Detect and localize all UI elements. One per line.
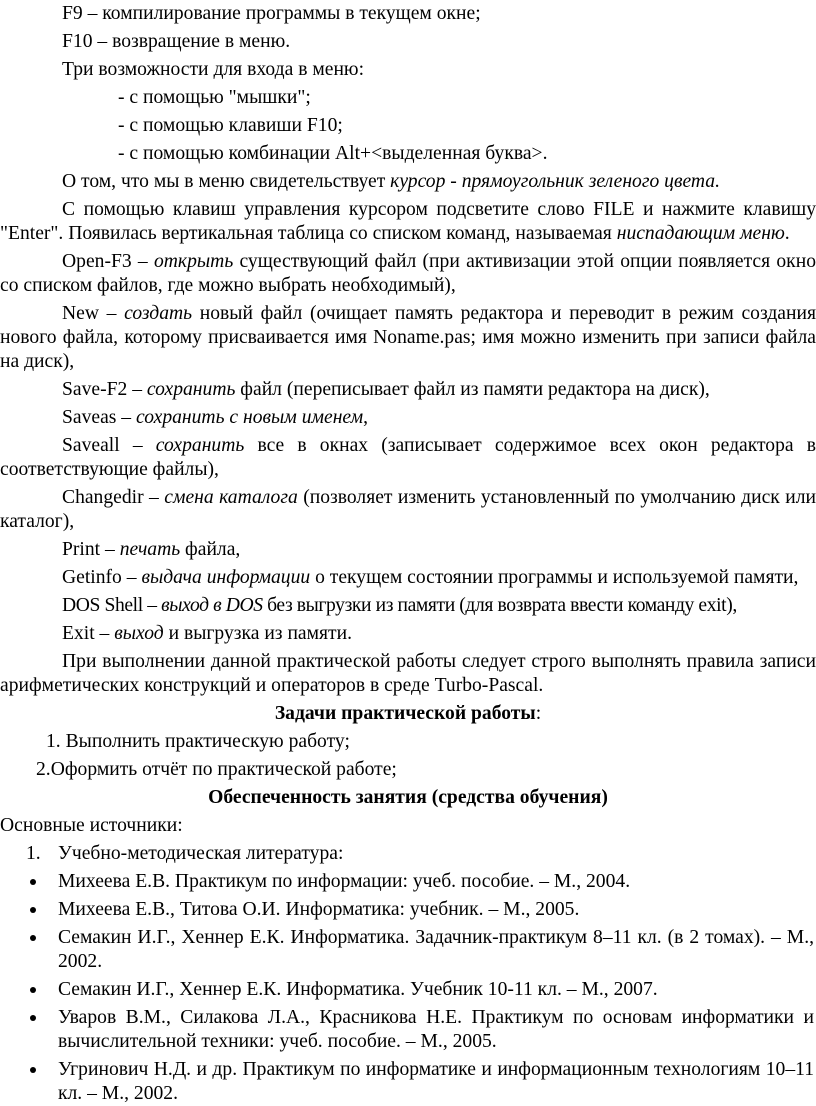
command-name: Save-F2 – bbox=[62, 379, 147, 400]
task-item: 1. Выполнить практическую работу; bbox=[46, 731, 350, 752]
way-mouse: - с помощью "мышки"; bbox=[118, 87, 311, 108]
command-item bbox=[0, 566, 816, 590]
book-item bbox=[0, 1006, 816, 1054]
command-name: Open-F3 – bbox=[62, 251, 154, 272]
list-number: 1. bbox=[26, 843, 41, 864]
command-name: Saveall – bbox=[62, 435, 156, 456]
tasks-heading-text: Задачи практической работы bbox=[274, 703, 536, 724]
way-f10: - с помощью клавиши F10; bbox=[118, 115, 343, 136]
command-item bbox=[0, 434, 816, 482]
command-item bbox=[0, 486, 816, 534]
command-name: Saveas – bbox=[62, 407, 137, 428]
command-desc: о текущем состоянии программы и используемой памяти, bbox=[310, 567, 799, 588]
file-menu-text: С помощью клавиш управления курсором подсветите слово FILE и нажмите клавишу "Enter". Появилась вертикальная таблица со списком команд, называемая bbox=[0, 199, 816, 244]
command-item bbox=[0, 250, 816, 298]
cursor-note-italic: курсор - прямоугольник зеленого цвета. bbox=[390, 171, 721, 192]
command-action: печать bbox=[119, 539, 181, 560]
book-item bbox=[0, 898, 816, 922]
file-menu-italic: ниспадающим меню bbox=[616, 223, 785, 244]
bullet-icon bbox=[30, 907, 36, 913]
command-desc: , bbox=[363, 407, 369, 428]
command-item bbox=[0, 302, 816, 374]
sources-label: Основные источники: bbox=[0, 815, 183, 836]
book-text: Михеева Е.В., Титова О.И. Информатика: учебник. – М., 2005. bbox=[58, 899, 580, 920]
command-desc: все в окнах (записывает содержимое всех окон редактора в соответствующие файлы), bbox=[0, 435, 816, 480]
command-action: создать bbox=[124, 303, 193, 324]
command-name: Print – bbox=[62, 539, 120, 560]
cursor-note-text: О том, что мы в меню свидетельствует bbox=[62, 171, 391, 192]
book-item bbox=[0, 926, 816, 974]
file-menu-suffix: . bbox=[784, 223, 790, 244]
command-item bbox=[0, 406, 816, 430]
book-text: Михеева Е.В. Практикум по информации: учеб. пособие. – М., 2004. bbox=[58, 871, 631, 892]
command-item bbox=[0, 538, 816, 562]
command-list bbox=[0, 250, 816, 646]
command-item bbox=[0, 378, 816, 402]
command-name: Exit – bbox=[62, 623, 115, 644]
bullet-icon bbox=[30, 935, 36, 941]
command-name: New – bbox=[62, 303, 125, 324]
command-action: сохранить bbox=[146, 379, 236, 400]
command-desc: файл (переписывает файл из памяти редактора на диск), bbox=[235, 379, 710, 400]
command-action: сохранить bbox=[155, 435, 245, 456]
bullet-icon bbox=[30, 1067, 36, 1073]
file-menu-paragraph bbox=[0, 198, 816, 246]
literature-title-text: Учебно-методическая литература: bbox=[58, 843, 344, 864]
book-text: Угринович Н.Д. и др. Практикум по информатике и информационным технологиям 10–11 кл. – М., 2002. bbox=[58, 1059, 814, 1104]
way-alt: - с помощью комбинации Alt+<выделенная буква>. bbox=[118, 143, 548, 164]
command-item bbox=[0, 594, 816, 618]
command-desc: и выгрузка из памяти. bbox=[163, 623, 352, 644]
cursor-note bbox=[0, 170, 816, 194]
command-name: Getinfo – bbox=[62, 567, 142, 588]
command-action: сохранить с новым именем bbox=[136, 407, 364, 428]
tasks-heading bbox=[0, 702, 816, 726]
book-item bbox=[0, 978, 816, 1002]
book-item bbox=[0, 870, 816, 894]
book-text: Семакин И.Г., Хеннер Е.К. Информатика. Учебник 10-11 кл. – М., 2007. bbox=[58, 979, 658, 1000]
command-name: DOS Shell – bbox=[62, 595, 162, 616]
tasks-heading-colon: : bbox=[535, 703, 542, 724]
task-item: 2.Оформить отчёт по практической работе; bbox=[36, 759, 397, 780]
command-desc: без выгрузки из памяти (для возврата ввести команду exit), bbox=[262, 595, 737, 616]
book-text: Уваров В.М., Силакова Л.А., Красникова Н.Е. Практикум по основам информатики и вычислительной техники: учеб. пособие. – М., 2005. bbox=[58, 1007, 814, 1052]
rules-note: При выполнении данной практической работы следует строго выполнять правила записи арифметических конструкций и операторов в среде Turbo-Pascal. bbox=[0, 651, 816, 696]
command-desc: файла, bbox=[180, 539, 241, 560]
command-name: Changedir – bbox=[62, 487, 165, 508]
f10-line: F10 – возвращение в меню. bbox=[62, 31, 291, 52]
command-action: смена каталога bbox=[164, 487, 298, 508]
literature-title bbox=[0, 842, 816, 866]
f9-line: F9 – компилирование программы в текущем окне; bbox=[62, 3, 481, 24]
bullet-icon bbox=[30, 987, 36, 993]
book-text: Семакин И.Г., Хеннер Е.К. Информатика. Задачник-практикум 8–11 кл. (в 2 томах). – М., 2002. bbox=[58, 927, 814, 972]
command-action: открыть bbox=[153, 251, 234, 272]
book-list bbox=[0, 870, 816, 1106]
command-action: выход в DOS bbox=[161, 595, 263, 616]
command-action: выход bbox=[114, 623, 164, 644]
command-desc: новый файл (очищает память редактора и переводит в режим создания нового файла, которому присваивается имя Noname.pas; имя можно изменить при записи файла на диск), bbox=[0, 303, 816, 372]
command-item bbox=[0, 622, 816, 646]
command-desc: (позволяет изменить установленный по умолчанию диск или каталог), bbox=[0, 487, 816, 532]
book-item bbox=[0, 1058, 816, 1106]
resources-heading: Обеспеченность занятия (средства обучения) bbox=[208, 787, 608, 808]
three-ways-line: Три возможности для входа в меню: bbox=[62, 59, 365, 80]
bullet-icon bbox=[30, 1015, 36, 1021]
command-desc: существующий файл (при активизации этой опции появляется окно со списком файлов, где можно выбрать необходимый), bbox=[0, 251, 816, 296]
bullet-icon bbox=[30, 879, 36, 885]
command-action: выдача информации bbox=[141, 567, 311, 588]
